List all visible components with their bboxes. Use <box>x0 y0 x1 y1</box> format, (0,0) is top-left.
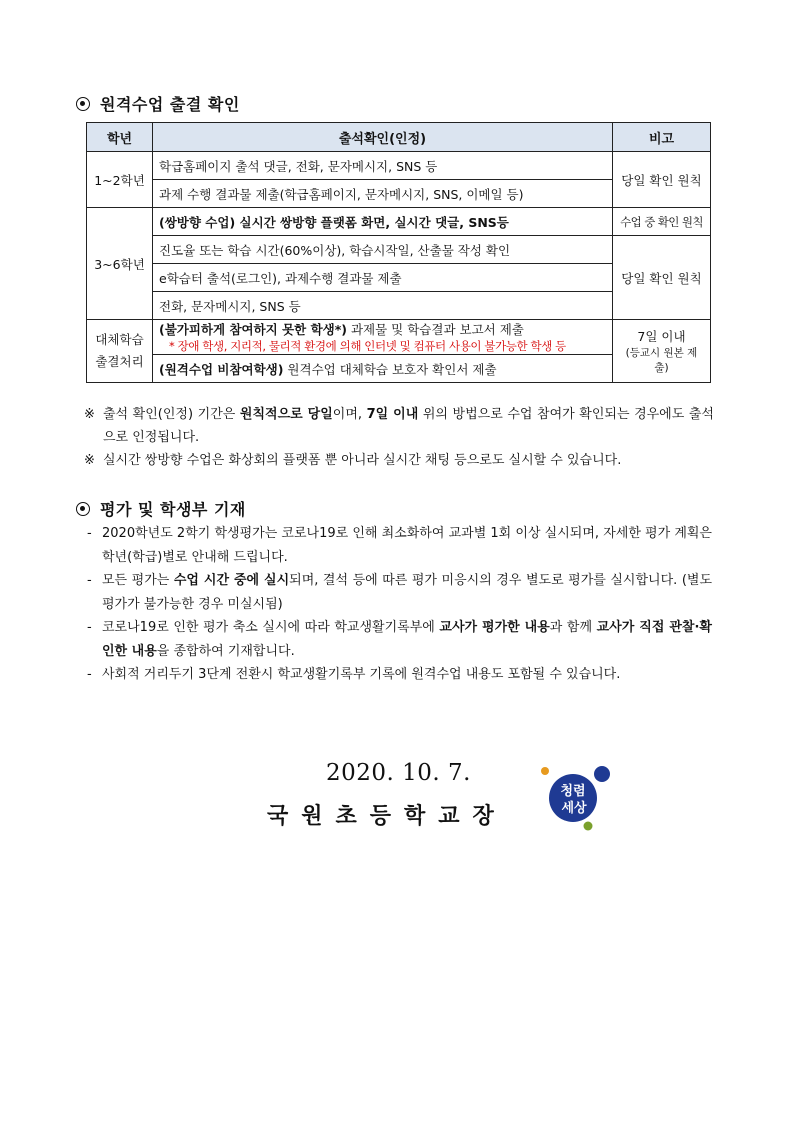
item-text: 모든 평가는 <box>102 573 174 588</box>
note-text: 이며, <box>332 407 367 422</box>
header-remark: 비고 <box>613 123 711 152</box>
method-cell: 학급홈페이지 출석 댓글, 전화, 문자메시지, SNS 등 <box>153 152 613 180</box>
document-date: 2020. 10. 7. <box>326 760 471 786</box>
table-row <box>87 320 711 355</box>
dash-mark: - <box>87 573 92 588</box>
table-row <box>87 236 711 264</box>
section-title-attendance <box>76 92 240 115</box>
grade-cell: 3~6학년 <box>87 208 153 320</box>
list-item <box>84 569 712 616</box>
note-text: 출석 확인(인정) 기간은 <box>103 407 240 422</box>
item-bold: 교사가 평가한 내용 <box>439 620 550 635</box>
grade-cell <box>87 320 153 383</box>
item-bold: 수업 시간 중에 실시 <box>173 573 290 588</box>
method-text: 원격수업 대체학습 보호자 확인서 제출 <box>283 361 497 377</box>
note-bold: 7일 이내 <box>366 407 419 422</box>
grade-cell: 1~2학년 <box>87 152 153 208</box>
item-text: 사회적 거리두기 3단계 전환시 학교생활기록부 기록에 원격수업 내용도 포함될 수 있습니다. <box>102 667 621 682</box>
method-cell: e학습터 출석(로그인), 과제수행 결과물 제출 <box>153 264 613 292</box>
remark-line: (등교시 원본 제출) <box>625 347 698 374</box>
header-attendance: 출석확인(인정) <box>153 123 613 152</box>
method-bold: (불가피하게 참여하지 못한 학생*) <box>159 322 347 337</box>
remark-cell: 수업 중 확인 원칙 <box>613 208 711 236</box>
note-2 <box>84 449 714 472</box>
dash-mark: - <box>87 526 92 541</box>
svg-text:세상: 세상 <box>561 801 587 816</box>
method-bold: (원격수업 비참여학생) <box>159 361 284 377</box>
note-1-text <box>103 403 714 449</box>
header-grade: 학년 <box>87 123 153 152</box>
method-cell: 진도율 또는 학습 시간(60%이상), 학습시작일, 산출물 작성 확인 <box>153 236 613 264</box>
method-text: 과제물 및 학습결과 보고서 제출 <box>347 322 524 337</box>
note-bold: 원칙적으로 당일 <box>239 407 333 422</box>
note-mark: ※ <box>84 453 95 468</box>
method-cell <box>153 320 613 355</box>
grade-line: 대체학습 <box>95 332 144 347</box>
section1-title-text: 원격수업 출결 확인 <box>100 95 240 114</box>
method-cell: 전화, 문자메시지, SNS 등 <box>153 292 613 320</box>
evaluation-list <box>84 522 712 687</box>
grade-line: 출결처리 <box>95 354 144 369</box>
item-text: 되며, 결석 등에 따른 평가 미응시의 경우 별도로 평가를 실시합니다. (별도 평가가 불가능한 경우 미실시됨) <box>102 573 713 612</box>
method-cell <box>153 208 613 236</box>
list-item <box>84 616 712 663</box>
item-bold: 교사가 직접 관찰·확인한 내용 <box>102 620 712 659</box>
note-mark: ※ <box>84 407 95 422</box>
method-text: (쌍방향 수업) 실시간 쌍방향 플랫폼 화면, 실시간 댓글, SNS등 <box>159 214 509 230</box>
integrity-logo-icon <box>536 762 616 834</box>
remark-cell: 당일 확인 원칙 <box>613 152 711 208</box>
remark-cell: 당일 확인 원칙 <box>613 236 711 320</box>
item-text: 을 종합하여 기재합니다. <box>156 643 295 659</box>
list-item <box>84 522 712 569</box>
item-text: 코로나19로 인한 평가 축소 실시에 따라 학교생활기록부에 <box>102 620 440 635</box>
note-2-text: 실시간 쌍방향 수업은 화상회의 플랫폼 뿐 아니라 실시간 채팅 등으로도 실시할 수 있습니다. <box>103 453 622 468</box>
method-cell: 과제 수행 결과물 제출(학급홈페이지, 문자메시지, SNS, 이메일 등) <box>153 180 613 208</box>
section-bullet-icon <box>76 502 90 516</box>
item-text: 과 함께 <box>549 620 597 635</box>
section-title-evaluation <box>76 497 246 520</box>
table-row <box>87 208 711 236</box>
remark-cell <box>613 320 711 383</box>
dash-mark: - <box>87 667 92 682</box>
footnote-text: * 장애 학생, 지리적, 물리적 환경에 의해 인터넷 및 컴퓨터 사용이 불가능한 학생 등 <box>169 339 566 353</box>
section-bullet-icon <box>76 97 90 111</box>
table-header-row <box>87 123 711 152</box>
note-1 <box>84 403 714 449</box>
section2-title-text: 평가 및 학생부 기재 <box>100 500 246 519</box>
dash-mark: - <box>87 620 92 635</box>
list-item <box>84 663 712 687</box>
table-row <box>87 152 711 180</box>
svg-text:청렴: 청렴 <box>560 784 586 799</box>
school-name: 국원초등학교장 <box>267 804 507 829</box>
attendance-table <box>86 122 711 383</box>
item-text: 2020학년도 2학기 학생평가는 코로나19로 인해 최소화하여 교과별 1회 이상 실시되며, 자세한 평가 계획은 학년(학급)별로 안내해 드립니다. <box>102 526 712 565</box>
note-text: 위의 방법으로 수업 참여가 확인되는 경우에도 출석으로 인정됩니다. <box>103 407 714 445</box>
method-cell <box>153 355 613 383</box>
remark-line: 7일 이내 <box>637 329 686 344</box>
